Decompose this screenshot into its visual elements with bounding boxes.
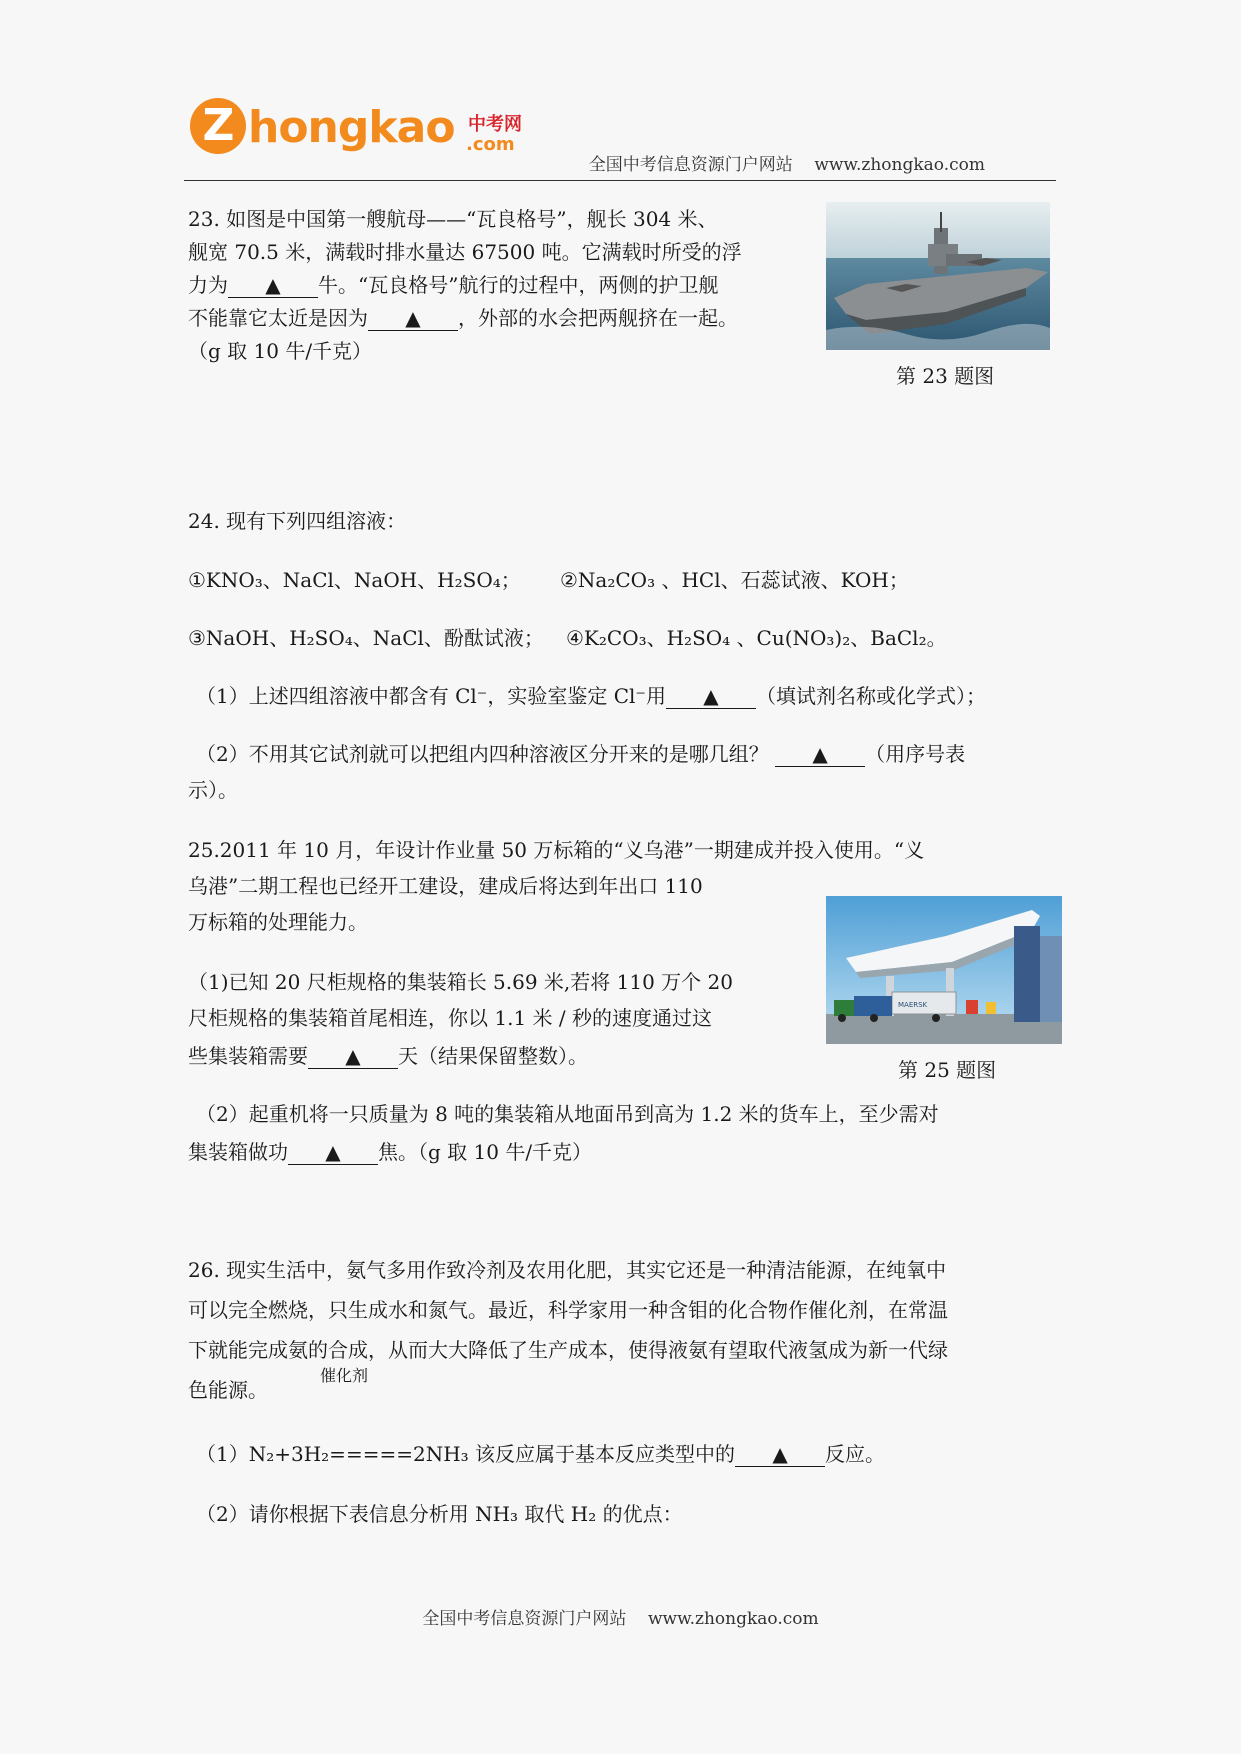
logo-wordmark [190, 98, 455, 158]
logo-cn: 中考网 [468, 114, 522, 135]
q24-blank-1[interactable]: ▲ [666, 684, 756, 709]
q25-blank-2[interactable]: ▲ [288, 1140, 378, 1165]
q23-line-4-a: 不能靠它太近是因为 [188, 306, 368, 330]
header-site-info [589, 150, 985, 175]
q25-part-2-line-1: （2）起重机将一只质量为 8 吨的集装箱从地面吊到高为 1.2 米的货车上，至少需对 [196, 1102, 939, 1126]
q25-part-1-line-3 [188, 1040, 588, 1073]
container-port-image [826, 896, 1062, 1044]
q24-group-4: ④K₂CO₃、H₂SO₄ 、Cu(NO₃)₂、BaCl₂。 [566, 626, 947, 650]
q24-part-2-b: （用序号表 [865, 742, 966, 766]
catalyst-label: 催化剂 [320, 1366, 369, 1385]
q24-part-1 [196, 680, 986, 713]
logo-dotcom: .com [466, 134, 515, 155]
q23-line-3-b: 牛。“瓦良格号”航行的过程中，两侧的护卫舰 [318, 273, 719, 297]
q24-part-1-a: （1）上述四组溶液中都含有 Cl⁻，实验室鉴定 Cl⁻用 [196, 684, 666, 708]
q23-figure-caption: 第 23 题图 [896, 364, 995, 388]
footer-site-url[interactable]: www.zhongkao.com [647, 1609, 819, 1629]
q23-line-2: 舰宽 70.5 米，满载时排水量达 67500 吨。它满载时所受的浮 [188, 240, 742, 264]
header-site-name: 全国中考信息资源门户网站 [588, 155, 793, 175]
q25-line-2: 乌港”二期工程也已经开工建设，建成后将达到年出口 110 [188, 874, 703, 898]
q24-group-1: ①KNO₃、NaCl、NaOH、H₂SO₄； [188, 568, 521, 592]
q25-part-1-line-3-a: 些集装箱需要 [188, 1044, 308, 1068]
q25-part-1-line-3-b: 天（结果保留整数）。 [398, 1044, 588, 1068]
q23-line-4 [188, 302, 738, 335]
q24-part-2-a: （2）不用其它试剂就可以把组内四种溶液区分开来的是哪几组？ [196, 742, 769, 766]
q24-part-1-b: （填试剂名称或化学式）； [755, 684, 986, 708]
q25-part-2-line-2 [188, 1136, 592, 1169]
q24-blank-2[interactable]: ▲ [775, 742, 865, 767]
q26-blank-1[interactable]: ▲ [735, 1442, 825, 1467]
q25-part-1-line-1: （1)已知 20 尺柜规格的集装箱长 5.69 米,若将 110 万个 20 [188, 970, 733, 994]
q26-line-1: 26. 现实生活中，氨气多用作致冷剂及农用化肥，其实它还是一种清洁能源，在纯氧中 [188, 1258, 947, 1282]
q25-part-2-line-2-b: 焦。（g 取 10 牛/千克） [378, 1140, 593, 1164]
q23-line-5: （g 取 10 牛/千克） [188, 339, 373, 363]
q24-title: 24. 现有下列四组溶液： [188, 509, 407, 533]
q26-line-4: 色能源。 [188, 1378, 268, 1402]
q26-line-2: 可以完全燃烧，只生成水和氮气。最近，科学家用一种含钼的化合物作催化剂，在常温 [188, 1298, 948, 1322]
q23-blank-1[interactable]: ▲ [228, 273, 318, 298]
q23-blank-2[interactable]: ▲ [368, 306, 458, 331]
logo-initial: Z [190, 98, 246, 154]
q23-line-1: 23. 如图是中国第一艘航母——“瓦良格号”，舰长 304 米、 [188, 207, 718, 231]
logo-text: hongkao [248, 102, 455, 153]
q26-part-2: （2）请你根据下表信息分析用 NH₃ 取代 H₂ 的优点： [196, 1502, 683, 1526]
q26-part-1 [196, 1438, 885, 1471]
q23-line-3-a: 力为 [188, 273, 228, 297]
truck-container-label: MAERSK [898, 1001, 928, 1009]
q25-figure-caption: 第 25 题图 [898, 1058, 997, 1082]
q25-blank-1[interactable]: ▲ [308, 1044, 398, 1069]
q26-part-1-b: 反应。 [825, 1442, 886, 1466]
q25-line-1: 25.2011 年 10 月，年设计作业量 50 万标箱的“义乌港”一期建成并投入使用。“义 [188, 838, 925, 862]
q25-line-3: 万标箱的处理能力。 [188, 910, 368, 934]
aircraft-carrier-image [826, 202, 1050, 350]
q26-part-1-a: （1）N₂+3H₂=====2NH₃ 该反应属于基本反应类型中的 [196, 1442, 736, 1466]
header-site-url[interactable]: www.zhongkao.com [814, 155, 985, 175]
q23-line-3 [188, 269, 718, 302]
zhongkao-logo[interactable] [190, 98, 530, 164]
q26-line-3: 下就能完成氨的合成，从而大大降低了生产成本，使得液氨有望取代液氢成为新一代绿 [188, 1338, 948, 1362]
port-gate-illustration [826, 896, 1062, 1044]
q24-part-2-cont: 示）。 [188, 778, 238, 802]
q24-part-2 [196, 738, 965, 771]
q25-part-2-line-2-a: 集装箱做功 [188, 1140, 288, 1164]
header-divider [184, 180, 1056, 181]
q24-group-3: ③NaOH、H₂SO₄、NaCl、酚酞试液； [188, 626, 544, 650]
footer-site-info [0, 1604, 1241, 1629]
q25-part-1-line-2: 尺柜规格的集装箱首尾相连，你以 1.1 米 / 秒的速度通过这 [188, 1006, 712, 1030]
aircraft-carrier-illustration [826, 202, 1050, 350]
footer-site-name: 全国中考信息资源门户网站 [422, 1609, 627, 1629]
q23-line-4-b: ，外部的水会把两舰挤在一起。 [458, 306, 738, 330]
q24-group-2: ②Na₂CO₃ 、HCl、石蕊试液、KOH； [560, 568, 909, 592]
